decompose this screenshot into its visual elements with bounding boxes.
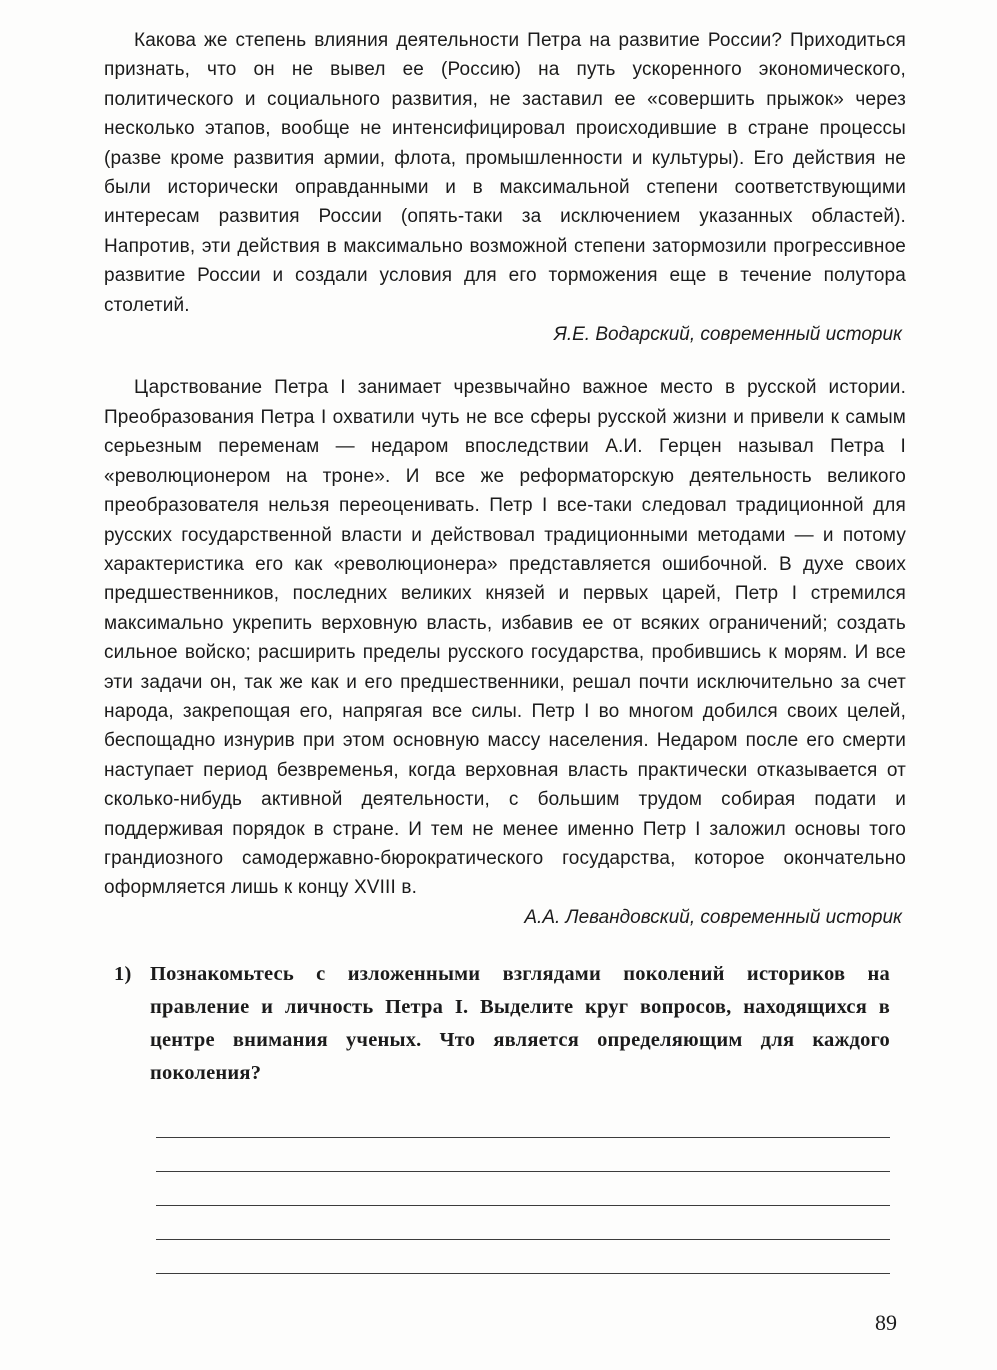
answer-line <box>156 1206 890 1240</box>
answer-line <box>156 1138 890 1172</box>
quote-text-vodarsky: Какова же степень влияния деятельности Петра на развитие России? Приходиться признать, что он не вывел ее (Россию) на путь ускоренного экономического, политического и социального развития, не заставил ее «совершить прыжок» через несколько этапов, вообще не интенсифицировал происходившие в стране процессы (разве кроме развития армии, флота, промышленности и культуры). Его действия не были исторически оправданными и в максимальной степени соответствующими интересам развития России (опять-таки за исключением указанных областей). Напротив, эти действия в максимально возможной степени затормозили прогрессивное развитие России и создали условия для его торможения еще в течение полутора столетий. <box>104 30 906 316</box>
attribution-vodarsky: Я.Е. Водарский, современный историк <box>553 324 902 346</box>
answer-line <box>156 1240 890 1274</box>
quote-text-levandovsky: Царствование Петра I занимает чрезвычайно важное место в русской истории. Преобразования Петра I охватили чуть не все сферы русской жизни и привели к самым серьезным переменам — недаром впоследствии А.И. Герцен называл Петра I «революционером на троне». И все же реформаторскую деятельность великого преобразователя нельзя переоценивать. Петр I все-таки следовал традиционной для русских государственной власти и действовал традиционными методами — и потому характеристика его как «революционера» представляется ошибочной. В духе своих предшественников, последних великих князей и первых царей, Петр I стремился максимально укрепить верховную власть, избавив ее от всяких ограничений; создать сильное войско; расширить пределы русского государства, пробившись к морям. И все эти задачи он, так же как и его предшественники, решал почти исключительно за счет народа, закрепощая его, напрягая все силы. Петр I во многом добился своих целей, беспощадно изнурив при этом основную массу населения. Недаром после его смерти наступает период безвременья, когда верховная власть практически отказывается от сколько-нибудь активной деятельности, с большим трудом собирая подати и поддерживая порядок в стране. И тем не менее именно Петр I заложил основы того грандиозного самодержавно-бюрократического государства, которое окончательно оформляется лишь к концу XVIII в. <box>104 377 906 899</box>
question-text: Познакомьтесь с изложенными взглядами поколений историков на правление и личность Петра I. Выделите круг вопросов, находящихся в центре внимания ученых. Что является определяющим для каждого поколения? <box>150 963 890 1085</box>
attribution-levandovsky: А.А. Левандовский, современный историк <box>524 906 902 928</box>
answer-line <box>156 1172 890 1206</box>
answer-line <box>156 1104 890 1138</box>
question-number: 1) <box>114 963 132 986</box>
question-1 <box>114 958 906 1090</box>
page-content <box>104 26 906 1274</box>
answer-lines <box>156 1104 890 1274</box>
page-number: 89 <box>875 1310 897 1335</box>
